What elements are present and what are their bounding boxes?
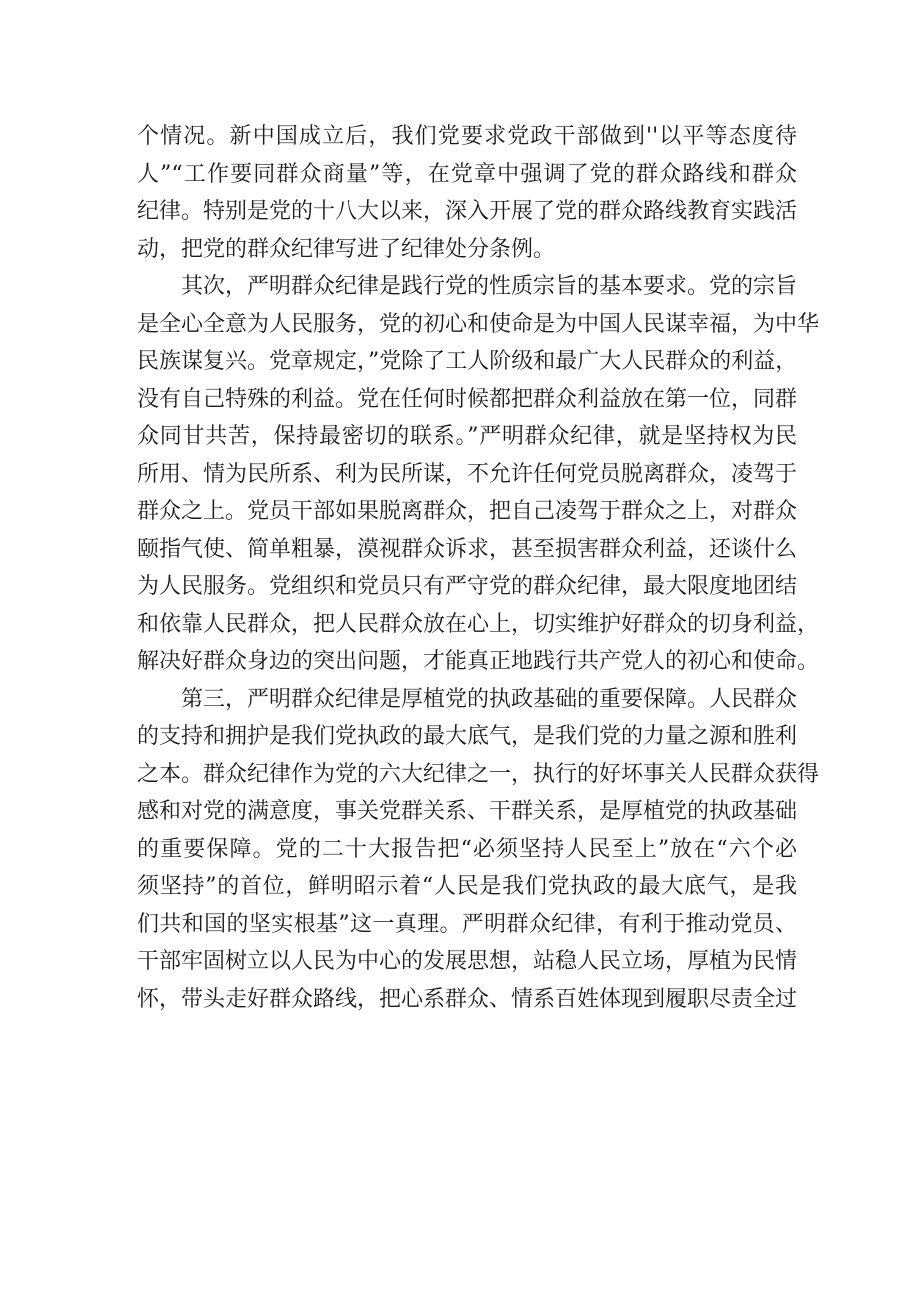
paragraph-line: 颐指气使、简单粗暴，漠视群众诉求，甚至损害群众利益，还谈什么 [137,536,798,562]
paragraph-line: 干部牢固树立以人民为中心的发展思想，站稳人民立场，厚植为民情 [137,949,798,974]
paragraph-line: 民族谋复兴。党章规定，”党除了工人阶级和最广大人民群众的利益， [137,349,798,374]
body-text [137,118,820,1018]
paragraph-line: 群众之上。党员干部如果脱离群众，把自己凌驾于群众之上，对群众 [137,499,798,524]
paragraph [137,268,820,681]
paragraph-line: 怀，带头走好群众路线，把心系群众、情系百姓体现到履职尽责全过 [137,986,798,1012]
paragraph [137,681,820,1019]
paragraph-line: 解决好群众身边的突出问题，才能真正地践行共产党人的初心和使命。 [137,649,820,674]
paragraph-line: 个情况。新中国成立后，我们党要求党政干部做到''以平等态度待 [137,124,797,149]
paragraph-line: 为人民服务。党组织和党员只有严守党的群众纪律，最大限度地团结 [137,574,798,599]
paragraph-line: 人”“工作要同群众商量”等，在党章中强调了党的群众路线和群众 [137,161,797,187]
paragraph-line: 是全心全意为人民服务，党的初心和使命是为中国人民谋幸福，为中华 [137,311,820,337]
paragraph-line: 其次，严明群众纪律是践行党的性质宗旨的基本要求。党的宗旨 [181,274,798,299]
paragraph-line: 没有自己特殊的利益。党在任何时候都把群众利益放在第一位，同群 [137,386,798,412]
paragraph-line: 须坚持”的首位，鲜明昭示着“人民是我们党执政的最大底气，是我 [137,874,797,899]
paragraph-line: 所用、情为民所系、利为民所谋，不允许任何党员脱离群众，凌驾于 [137,461,798,487]
paragraph-line: 之本。群众纪律作为党的六大纪律之一，执行的好坏事关人民群众获得 [137,761,820,787]
paragraph [137,118,797,268]
paragraph-line: 和依靠人民群众，把人民群众放在心上，切实维护好群众的切身利益， [137,611,820,637]
paragraph-line: 的重要保障。党的二十大报告把“必须坚持人民至上”放在“六个必 [137,836,797,862]
paragraph-line: 第三，严明群众纪律是厚植党的执政基础的重要保障。人民群众 [181,686,798,712]
paragraph-line: 们共和国的坚实根基”这一真理。严明群众纪律，有利于推动党员、 [137,911,797,937]
paragraph-line: 纪律。特别是党的十八大以来，深入开展了党的群众路线教育实践活 [137,199,798,224]
paragraph-line: 的支持和拥护是我们党执政的最大底气，是我们党的力量之源和胜利 [137,724,798,749]
paragraph-line: 众同甘共苦，保持最密切的联系。”严明群众纪律，就是坚持权为民 [137,424,797,449]
paragraph-line: 动，把党的群众纪律写进了纪律处分条例。 [137,236,556,262]
paragraph-line: 感和对党的满意度，事关党群关系、干群关系，是厚植党的执政基础 [137,799,798,824]
